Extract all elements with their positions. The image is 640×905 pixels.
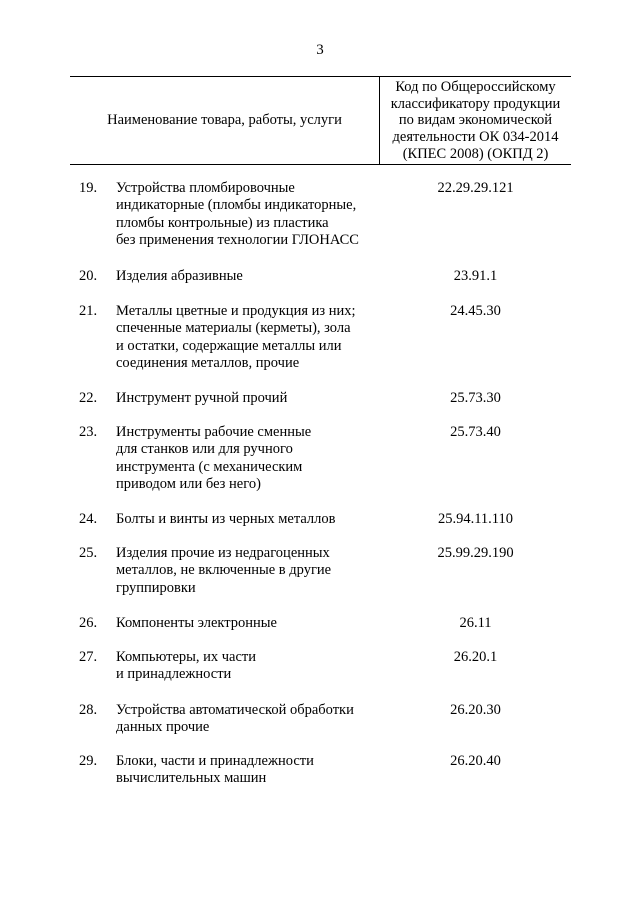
- row-code: 24.45.30: [450, 303, 501, 319]
- header-code-line: классификатору продукции: [390, 95, 561, 112]
- row-code: 22.29.29.121: [437, 180, 514, 196]
- row-name: Болты и винты из черных металлов: [116, 511, 336, 527]
- row-number: 24.: [79, 511, 98, 527]
- row-number: 29.: [79, 753, 98, 769]
- row-name: Компоненты электронные: [116, 615, 277, 631]
- row-number: 21.: [79, 303, 98, 319]
- row-number: 25.: [79, 545, 98, 561]
- header-code-line: деятельности ОК 034-2014: [392, 129, 559, 146]
- row-name: Изделия абразивные: [116, 268, 243, 284]
- row-number: 27.: [79, 649, 98, 665]
- row-code: 25.73.30: [450, 390, 501, 406]
- row-number: 19.: [79, 180, 98, 196]
- row-number: 26.: [79, 615, 98, 631]
- row-number: 23.: [79, 424, 98, 440]
- header-code-line: Код по Общероссийскому: [395, 79, 556, 95]
- row-code: 25.99.29.190: [437, 545, 514, 561]
- header-name-label: Наименование товара, работы, услуги: [107, 112, 342, 128]
- page-number: 3: [316, 42, 324, 58]
- row-code: 23.91.1: [453, 268, 498, 284]
- row-number: 22.: [79, 390, 98, 406]
- row-code: 26.20.1: [453, 649, 498, 665]
- header-code-line: (КПЕС 2008) (ОКПД 2): [402, 145, 549, 162]
- row-number: 20.: [79, 268, 98, 284]
- row-name: Инструменты рабочие сменные для станков или для ручного инструмента (с механическим приводом или без него): [116, 424, 312, 493]
- row-name: Блоки, части и принадлежности вычислительных машин: [116, 753, 314, 787]
- row-name: Изделия прочие из недрагоценных металлов, не включенные в другие группировки: [116, 545, 332, 596]
- row-code: 26.11: [459, 615, 492, 631]
- header-code-line: по видам экономической: [398, 112, 553, 129]
- row-name: Устройства пломбировочные индикаторные (пломбы индикаторные, пломбы контрольные) из пластика без применения технологии ГЛОНАСС: [116, 180, 359, 249]
- row-code: 25.94.11.110: [437, 511, 514, 527]
- row-code: 26.20.40: [450, 753, 501, 769]
- row-name: Инструмент ручной прочий: [116, 390, 288, 406]
- row-name: Компьютеры, их части и принадлежности: [116, 649, 257, 683]
- row-name: Устройства автоматической обработки данных прочие: [116, 702, 354, 736]
- row-code: 26.20.30: [450, 702, 501, 718]
- row-code: 25.73.40: [450, 424, 501, 440]
- row-number: 28.: [79, 702, 98, 718]
- row-name: Металлы цветные и продукция из них; спеченные материалы (керметы), зола и остатки, содержащие металлы или соединения металлов, прочие: [116, 303, 356, 372]
